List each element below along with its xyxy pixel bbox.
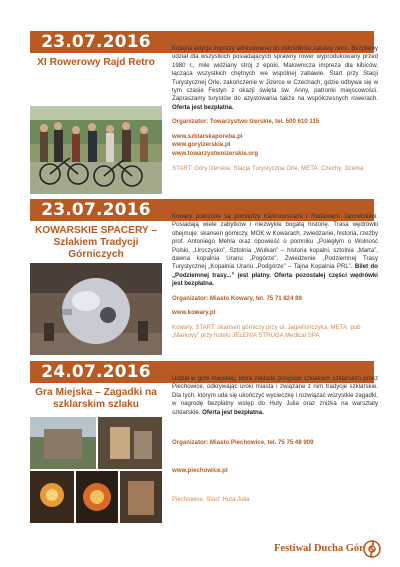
- festival-name: Festiwal Ducha Gór: [274, 543, 364, 554]
- event-link[interactable]: www.towarzystwoizerskie.org: [172, 150, 259, 158]
- event-link[interactable]: www.piechowice.pl: [172, 467, 228, 475]
- event-place: Kowary, START: skansen górniczy przy ul. Jagiellończyka. META: pub „Markovy” przy hotelu JELENIA STRUGA Medical SPA: [172, 323, 361, 340]
- event-organizer: Organizator: Miasto Kowary, tel. 75 71 824 89: [172, 294, 302, 302]
- event-link[interactable]: www.szklarskaporeba.pl: [172, 132, 243, 140]
- event-title: XI Rowerowy Rajd Retro: [37, 57, 155, 68]
- festival-logo: [274, 538, 384, 560]
- event-place: START: Góry Izerskie, Stacja Turystyczna Orle, META: Czechy, Jizerka: [172, 165, 364, 173]
- event-title: KOWARSKIE SPACERY – Szlakiem Tradycji Górniczych: [34, 225, 158, 261]
- swirl-icon: [362, 538, 382, 560]
- event-time: godz. 10.00-14.00: [172, 199, 259, 211]
- event-description: Udział w grze miejskiej, która zakłada przejście szklakiem szklarskim przez Piechowice, odkrywając uroki miasta i związane z nim tradycje szklarskie. Dla tych, którym uda się ukończyć wycieczkę i rozwiązać wszystkie zagadki, w nagrodę bezpłatny wstęp do Huty Julia oraz zniżka na warsztaty szklarskie. Oferta jest bezpłatna.: [172, 375, 378, 416]
- event-links: [172, 467, 378, 476]
- event-time: godz. 09.00-15.00: [172, 31, 259, 43]
- event-description: Kowary położone są pomiędzy Karkonoszami i Rudawami Janowickimi. Posiadają wiele zabytków i niezwykle bogatą historię. Trasa wędrówki obejmuje: skansen górniczy, MOK w Kowarach, zwiedzanie, historia, rzeźby prof. Antoniego Mehla oraz opowieść o pomniku „Poległym o Wolność Polski, „Uroczysko”, Sztolnia „Wulkan” – historia kopalni, sztolnia „Marta”, dawna kopalnia Uranu „Pogórze”, Zwiedzenie „Podziemnej Trasy Turystycznej „Kopalnia Uranu „Podgórze” – Tajna Kopalnia PRL”. Bilet do „Podziemnej trasy...” jest płatny. Oferta pozostałej części wędrówki jest bezpłatna.: [172, 213, 378, 288]
- event-date: 23.07.2016: [30, 31, 162, 53]
- event-photo-sphere: [30, 263, 162, 355]
- event-link[interactable]: www.goryizerskie.pl: [172, 141, 231, 149]
- event-title: Gra Miejska – Zagadki na szklarskim szlaku: [35, 387, 157, 411]
- event-organizer: Organizator: Towarzystwo Izerskie, tel. 500 610 115: [172, 118, 320, 126]
- event-time: godz. 10.00-14.00: [172, 361, 259, 373]
- event-date: 23.07.2016: [30, 199, 162, 221]
- event-link[interactable]: www.kowary.pl: [172, 309, 216, 317]
- event-photo-bikes: [30, 106, 162, 194]
- event-links: [172, 309, 378, 318]
- event-place: Piechowice, Start: Huta Julia: [172, 496, 250, 504]
- event-organizer: Organizator: Miasto Piechowice, tel. 75 75 48 909: [172, 439, 314, 447]
- event-description: Kolejna edycja imprezy adresowanej do miłośników zabawy retro. Bezpłatny udział dla wszystkich posiadających sprawny rower wyprodukowany przed 1980 r., mile widziany strój z epoki. Malownicza impreza dla kibiców, łącząca wszystkich chętnych we wspólnej zabawie. Start przy Stacji Turystycznej Orle, zakończenie w Jizerce w Czechach, gdzie odbywa się w tym czasie Festyn z okazji święta św. Anny, patronki miejscowości. Zapraszamy turystów do azystowania także na współczesnych rowerach. Oferta jest bezpłatna.: [172, 45, 378, 111]
- event-photo-collage: [30, 417, 162, 523]
- event-links: [172, 133, 378, 159]
- event-date: 24.07.2016: [30, 361, 162, 383]
